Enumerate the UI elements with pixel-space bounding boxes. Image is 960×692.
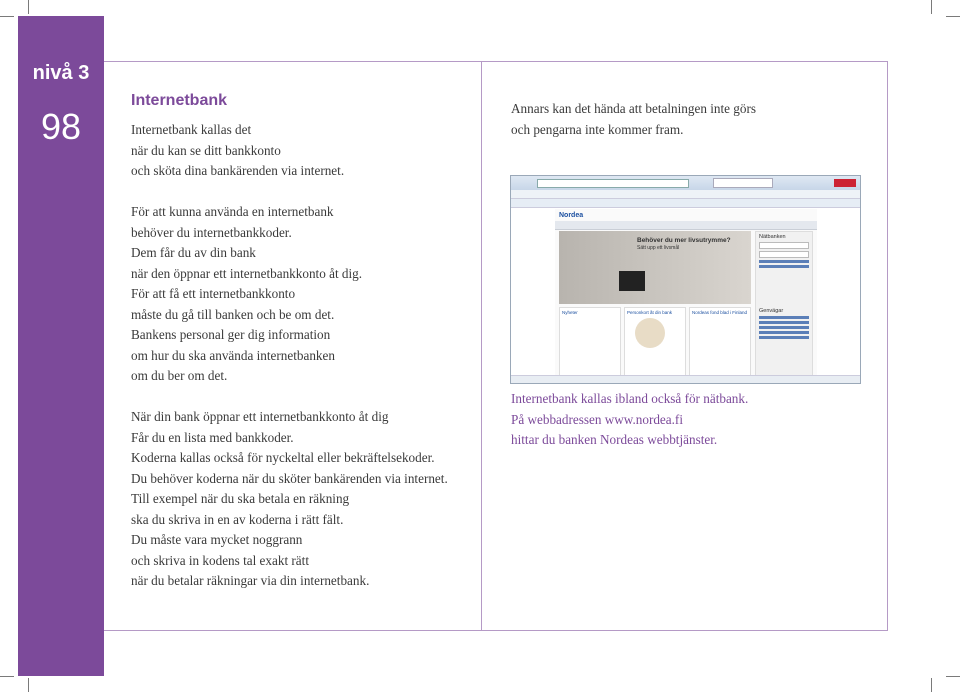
level-label: nivå 3 (32, 62, 90, 84)
page-number: 98 (40, 106, 82, 147)
teddy-image (635, 318, 665, 348)
text-line: Bankens personal ger dig information (131, 327, 331, 342)
text-line: När din bank öppnar ett internetbankkonto åt dig (131, 409, 389, 424)
text-line: hittar du banken Nordeas webbtjänster. (511, 432, 718, 447)
text-line: om hur du ska använda internetbanken (131, 347, 335, 363)
browser-titlebar (511, 176, 860, 190)
card-heading: Nordeas fond blad i Finland (692, 310, 748, 315)
card-heading: Nyheter (562, 310, 578, 315)
text-line: Internetbank kallas det (131, 122, 252, 137)
text-line: För att få ett internetbankkonto (131, 286, 296, 301)
text-line: För att kunna använda en internetbank (131, 204, 334, 219)
news-card (624, 307, 686, 377)
side-link (759, 260, 809, 263)
hero-title: Behöver du mer livsutrymme? (637, 237, 731, 244)
side-heading: Nätbanken (759, 234, 786, 240)
side-heading: Genvägar (759, 308, 784, 314)
text-line: Annars kan det hända att betalningen inte görs (511, 101, 756, 116)
nordea-nav (555, 221, 817, 230)
nordea-hero-image (559, 231, 751, 304)
text-line: Koderna kallas också för nyckeltal eller bekräftelsekoder. (131, 450, 435, 465)
crop-mark (946, 16, 960, 17)
news-card (559, 307, 621, 377)
address-bar (537, 179, 689, 188)
crop-mark (946, 676, 960, 677)
news-card (689, 307, 751, 377)
text-line: och sköta dina bankärenden via internet. (131, 163, 345, 178)
text-line: och pengarna inte kommer fram. (511, 121, 684, 137)
browser-menubar (511, 190, 860, 199)
crop-mark (28, 0, 29, 14)
column-divider (481, 61, 482, 631)
text-line: och skriva in kodens tal exakt rätt (131, 552, 309, 568)
side-input (759, 251, 809, 258)
page-title: Internetbank (131, 92, 228, 109)
side-link (759, 321, 809, 324)
text-line: ska du skriva in en av koderna i rätt fält. (131, 511, 344, 527)
nordea-logo: Nordea (559, 212, 584, 219)
crop-mark (0, 676, 14, 677)
text-line: när du kan se ditt bankkonto (131, 142, 281, 158)
crop-mark (931, 678, 932, 692)
nordea-cards (559, 307, 751, 377)
text-line: På webbadressen www.nordea.fi (511, 411, 683, 427)
text-line: Får du en lista med bankkoder. (131, 429, 294, 445)
paragraph-keycodes (131, 407, 448, 592)
text-line: Du behöver koderna när du sköter bankärenden via internet. (131, 470, 448, 486)
side-input (759, 242, 809, 249)
text-line: måste du gå till banken och be om det. (131, 306, 335, 322)
crop-mark (0, 16, 14, 17)
paragraph-codes (131, 202, 362, 387)
screenshot-caption (511, 389, 748, 451)
text-line: Du måste vara mycket noggrann (131, 532, 303, 547)
text-line: när den öppnar ett internetbankkonto åt dig. (131, 265, 363, 281)
side-link (759, 336, 809, 339)
tv-image (619, 271, 645, 291)
side-link (759, 326, 809, 329)
side-link (759, 265, 809, 268)
text-line: Dem får du av din bank (131, 245, 256, 260)
side-link (759, 316, 809, 319)
close-icon (834, 179, 856, 187)
browser-tab (713, 178, 773, 188)
nordea-page (555, 209, 817, 379)
hero-subtitle: Sätt upp ett livsmål (637, 245, 680, 251)
text-line: när du betalar räkningar via din internetbank. (131, 573, 370, 588)
text-line: Till exempel när du ska betala en räkning (131, 491, 350, 506)
card-heading: Personkort åt din bank (627, 310, 673, 315)
paragraph-warning (511, 99, 756, 140)
crop-mark (28, 678, 29, 692)
text-line: om du ber om det. (131, 368, 228, 383)
browser-statusbar (511, 375, 860, 383)
browser-favorites-bar (511, 199, 860, 208)
crop-mark (931, 0, 932, 14)
text-line: behöver du internetbankkoder. (131, 224, 292, 240)
side-link (759, 331, 809, 334)
nordea-sidebar (755, 231, 813, 376)
text-line: Internetbank kallas ibland också för nätbank. (511, 391, 749, 406)
nordea-screenshot (510, 175, 861, 384)
level-sidebar (18, 16, 104, 676)
paragraph-intro (131, 120, 344, 182)
